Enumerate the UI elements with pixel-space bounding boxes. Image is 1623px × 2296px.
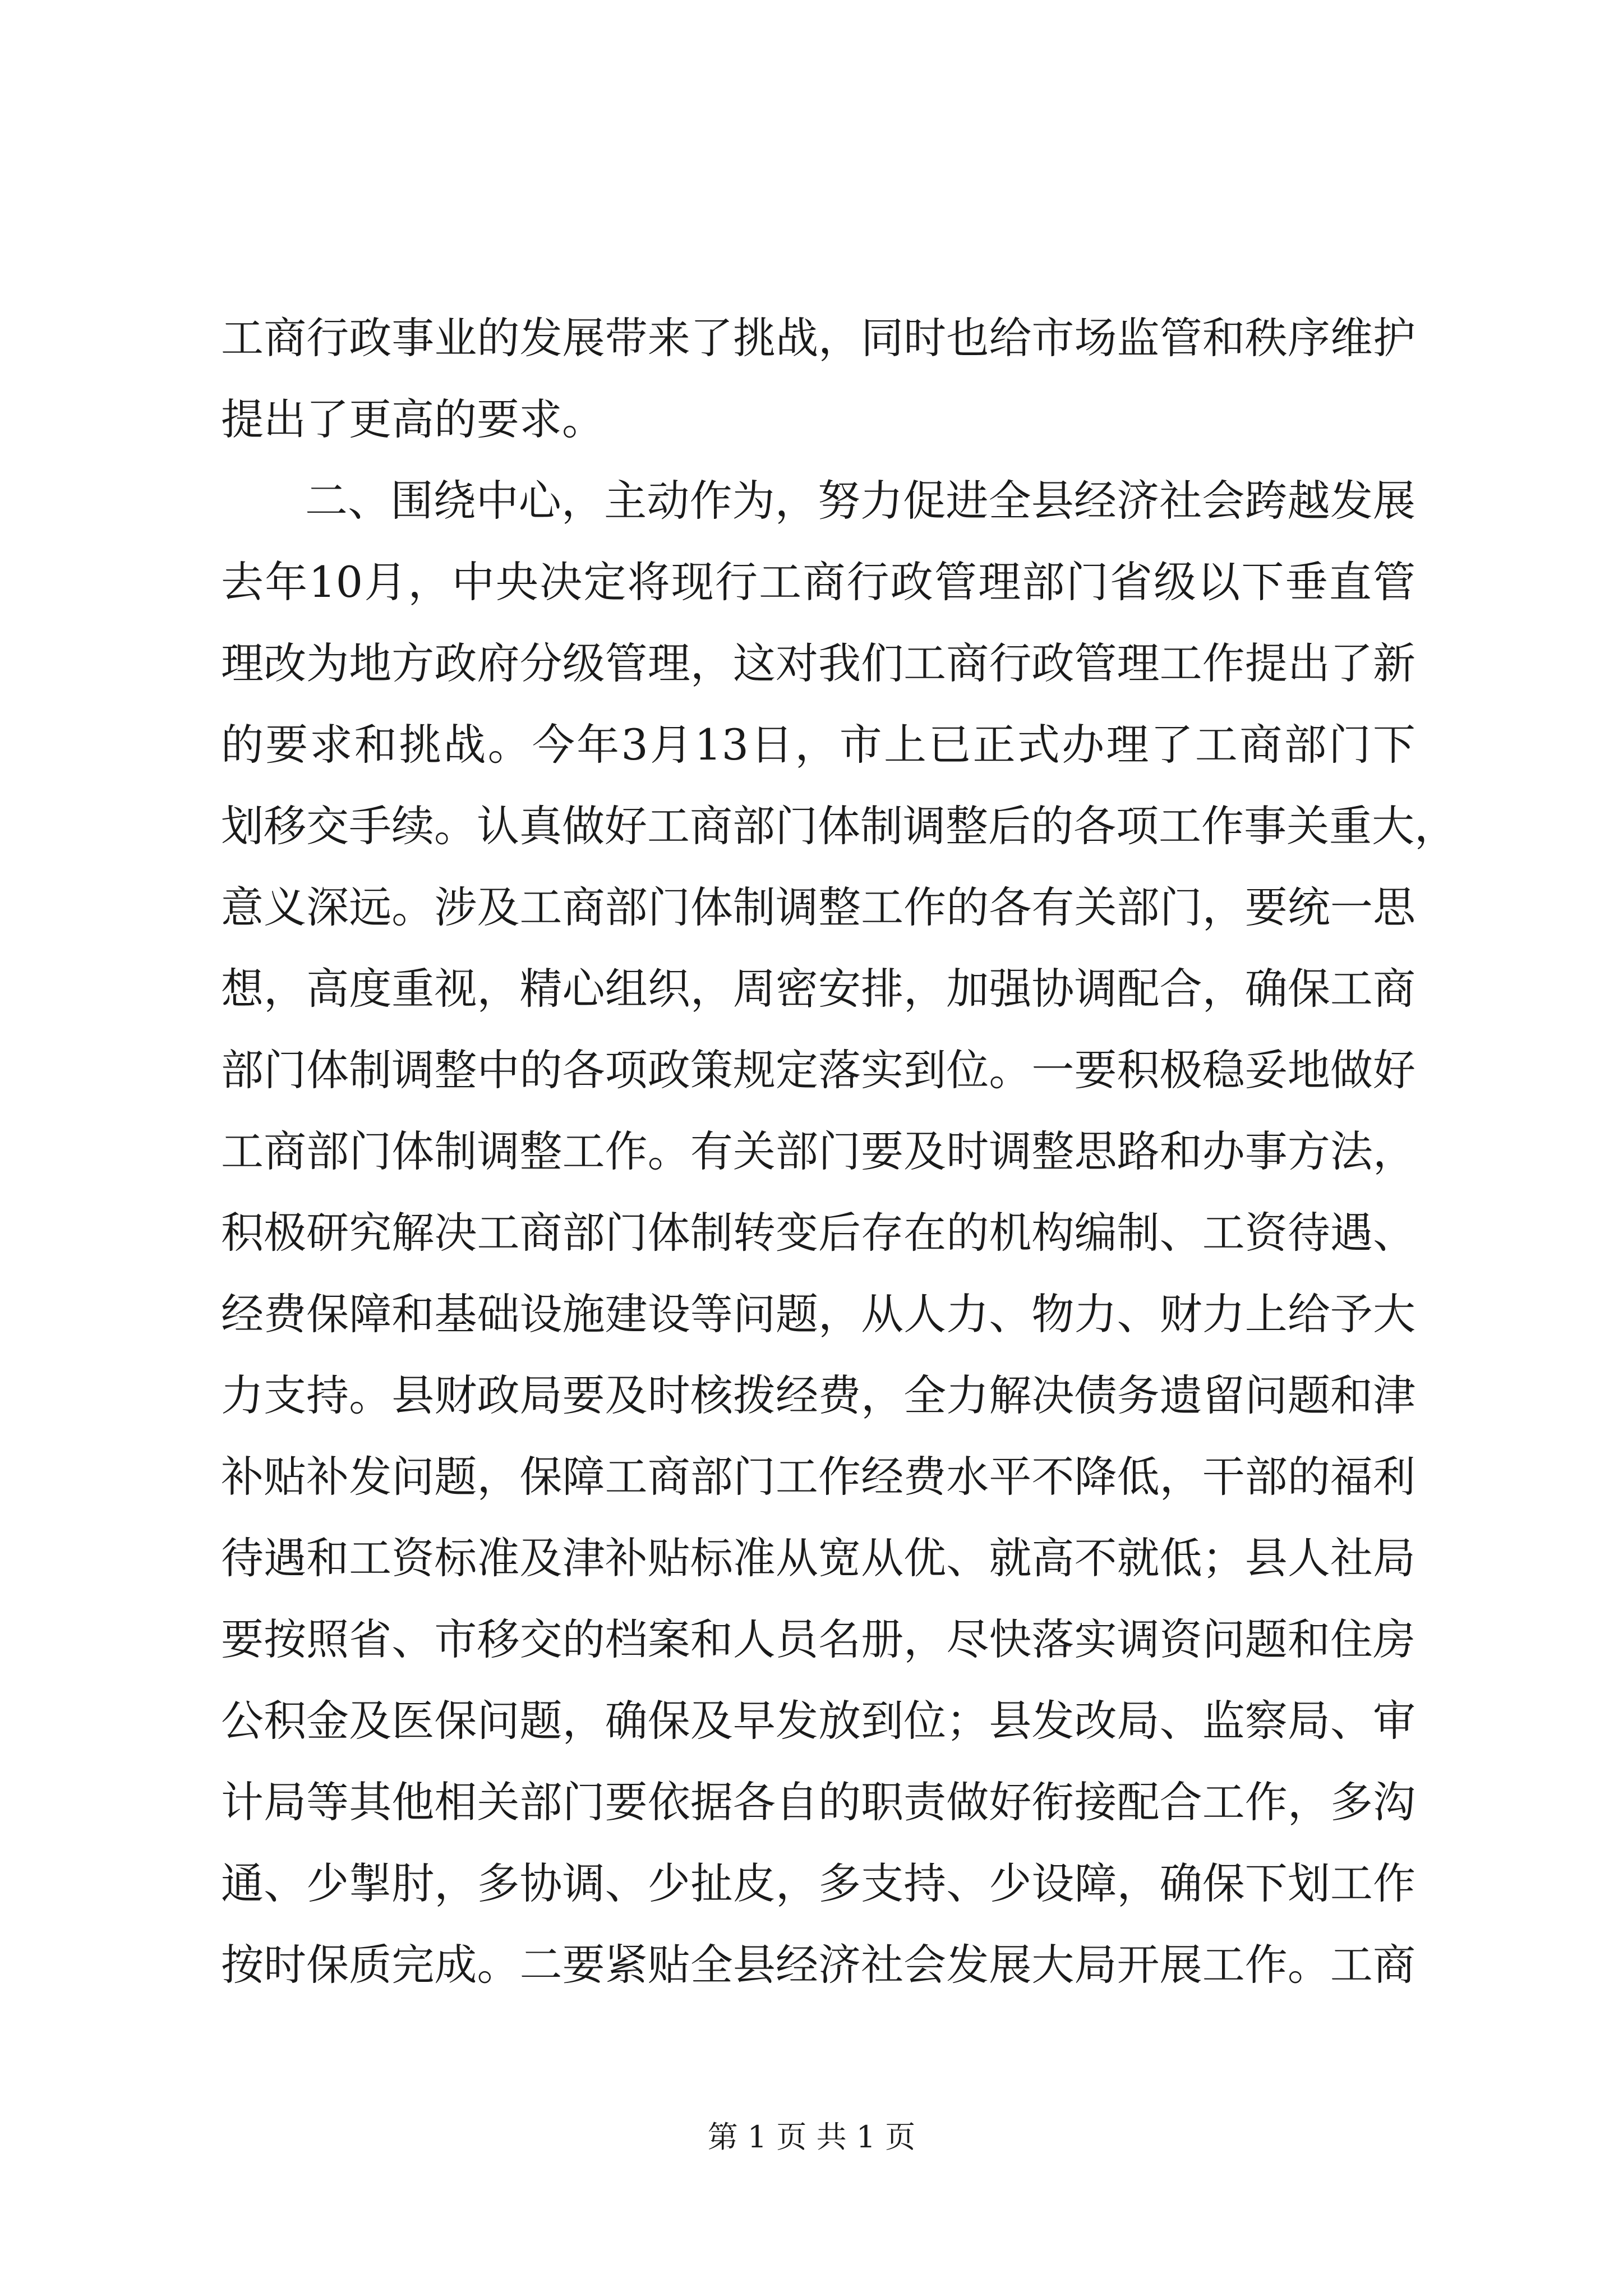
text-line: 意义深远。涉及工商部门体制调整工作的各有关部门，要统一思 [221,882,1415,932]
section-heading-line: 二、围绕中心，主动作为，努力促进全县经济社会跨越发展 [305,476,1415,526]
text-line: 去年10月，中央决定将现行工商行政管理部门省级以下垂直管 [221,557,1415,607]
text-line: 力支持。县财政局要及时核拨经费，全力解决债务遗留问题和津 [221,1370,1415,1420]
text-line: 工商部门体制调整工作。有关部门要及时调整思路和办事方法， [221,1126,1415,1176]
text-line: 要按照省、市移交的档案和人员名册，尽快落实调资问题和住房 [221,1614,1415,1664]
text-line: 补贴补发问题，保障工商部门工作经费水平不降低，干部的福利 [221,1452,1415,1502]
text-line: 划移交手续。认真做好工商部门体制调整后的各项工作事关重大， [221,801,1457,851]
text-line: 的要求和挑战。今年3月13日，市上已正式办理了工商部门下 [221,720,1415,770]
text-line: 提出了更高的要求。 [221,394,605,444]
text-line: 通、少掣肘，多协调、少扯皮，多支持、少设障，确保下划工作 [221,1858,1415,1908]
page-footer [0,2115,1623,2160]
text-line: 按时保质完成。二要紧贴全县经济社会发展大局开展工作。工商 [221,1940,1415,1990]
page-number-label: 第 1 页 共 1 页 [707,2119,916,2155]
text-line: 部门体制调整中的各项政策规定落实到位。一要积极稳妥地做好 [221,1045,1415,1095]
text-line: 计局等其他相关部门要依据各自的职责做好衔接配合工作，多沟 [221,1777,1415,1827]
text-line: 工商行政事业的发展带来了挑战，同时也给市场监管和秩序维护 [221,313,1415,363]
text-line: 理改为地方政府分级管理，这对我们工商行政管理工作提出了新 [221,638,1415,688]
text-line: 积极研究解决工商部门体制转变后存在的机构编制、工资待遇、 [221,1208,1415,1258]
text-line: 待遇和工资标准及津补贴标准从宽从优、就高不就低；县人社局 [221,1533,1415,1583]
body-text [221,297,1457,2005]
text-line: 经费保障和基础设施建设等问题，从人力、物力、财力上给予大 [221,1289,1415,1339]
text-line: 公积金及医保问题，确保及早发放到位；县发改局、监察局、审 [221,1696,1415,1746]
text-line: 想，高度重视，精心组织，周密安排，加强协调配合，确保工商 [221,964,1415,1014]
